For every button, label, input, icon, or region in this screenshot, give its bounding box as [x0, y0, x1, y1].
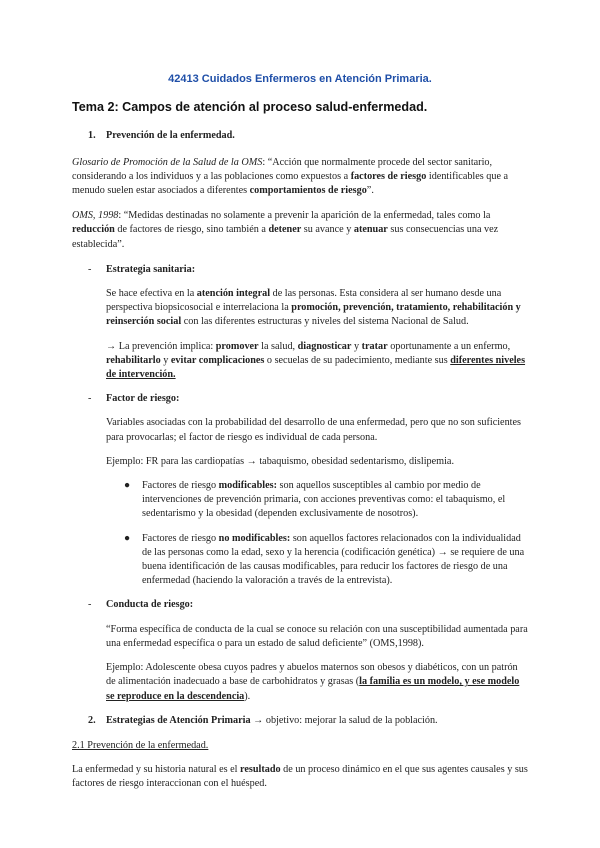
conducta-heading	[88, 598, 528, 612]
bold-underlined-run: diferentes niveles de intervención.	[106, 354, 526, 381]
text-run: → La prevención implica:	[106, 340, 216, 352]
estrategia-title: Estrategia sanitaria:	[106, 263, 196, 275]
text-run: Ejemplo: Adolescente obesa cuyos padres y abuelos maternos son obesos y diabéticos, con un patrón de alimentación inadecuado a base de carbohidratos y grasas (	[106, 662, 518, 688]
text-run: : “Medidas destinadas no solamente a prevenir la aparición de la enfermedad, tales como la	[118, 210, 491, 222]
text-run: de las personas. Esta considera al ser humano desde una perspectiva biopsicosocial e interrelaciona la	[106, 288, 502, 314]
text-run: de factores de riesgo, sino también a	[114, 224, 269, 236]
text-run: son aquellos factores relacionados con la individualidad de las personas como la edad, sexo y la herencia (codificación genética) → se requiere de una buena identificación de las causas modificables, para reducir los factores de riesgo de una enfermedad (haciendo la valoración a través de la entrevista).	[142, 532, 525, 587]
bold-run: factores de riesgo	[350, 170, 427, 182]
conducta-item	[88, 598, 528, 612]
subsection-2-1-title: 2.1 Prevención de la enfermedad.	[72, 739, 209, 751]
bold-run: reducción	[72, 224, 115, 236]
dash-marker: -	[88, 263, 92, 275]
conducta-paragraph-2	[106, 661, 528, 704]
section-1-number: 1.	[88, 130, 96, 142]
bold-run: diagnosticar	[297, 340, 352, 352]
text-run: ”.	[366, 185, 374, 197]
factor-paragraph-2: Ejemplo: FR para las cardiopatías → tabaquismo, obesidad sedentarismo, dislipemia.	[106, 455, 454, 467]
bullet-icon: ●	[124, 480, 131, 492]
oms-definition	[72, 209, 528, 252]
bold-run: no modificables:	[218, 532, 291, 544]
conducta-title: Conducta de riesgo:	[106, 599, 194, 611]
course-title: 42413 Cuidados Enfermeros en Atención Primaria.	[168, 73, 432, 85]
text-run: son aquellos susceptibles al cambio por medio de intervenciones de prevención primaria, con acciones preventivas como: el tabaquismo, el sedentarismo y la obesidad (dependen exclusivamente de nosotros).	[142, 480, 506, 520]
text-run: La enfermedad y su historia natural es el	[72, 764, 241, 776]
bullet-icon: ●	[124, 532, 131, 544]
dash-marker: -	[88, 393, 92, 405]
bold-run: tratar	[361, 340, 388, 352]
oms-source: OMS, 1998	[72, 210, 119, 222]
bullet-no-modificables	[124, 532, 528, 589]
final-paragraph	[72, 763, 528, 791]
text-run: ).	[244, 690, 251, 702]
bold-underlined-run: la familia es un modelo, y ese modelo se reproduce en la descendencia	[106, 676, 520, 702]
text-run: Se hace efectiva en la	[106, 288, 197, 300]
bold-run: modificables:	[218, 480, 277, 492]
topic-title: Tema 2: Campos de atención al proceso salud-enfermedad.	[72, 100, 428, 115]
text-run: con las diferentes estructuras y niveles del sistema Nacional de Salud.	[181, 316, 469, 328]
estrategia-paragraph-2	[106, 340, 528, 383]
section-2-rest: → objetivo: mejorar la salud de la población.	[250, 714, 438, 726]
section-1-title: Prevención de la enfermedad.	[106, 130, 235, 142]
text-run: identificables que a menudo suelen estar asociados a diferentes	[72, 170, 509, 197]
factor-paragraph-1: Variables asociadas con la probabilidad del desarrollo de una enfermedad, pero que no son suficientes para provocarlas; el factor de riesgo es individual de cada persona.	[106, 417, 521, 443]
factor-title: Factor de riesgo:	[106, 393, 180, 405]
section-2-heading	[88, 714, 528, 728]
factor-item	[88, 392, 528, 406]
section-1-heading	[88, 129, 528, 143]
text-run: y	[160, 354, 171, 366]
bold-run: rehabilitarlo	[106, 354, 161, 366]
bullet-modificables	[124, 479, 528, 522]
bold-run: comportamientos de riesgo	[249, 185, 367, 197]
bold-run: promover	[215, 340, 259, 352]
estrategia-heading	[88, 263, 528, 277]
glosario-definition	[72, 156, 528, 199]
dash-marker: -	[88, 599, 92, 611]
text-run: o secuelas de su padecimiento, mediante sus	[264, 354, 451, 366]
text-run: la salud,	[258, 340, 298, 352]
bullet-text	[142, 479, 528, 522]
estrategia-item	[88, 263, 528, 277]
factor-bullet-list	[124, 479, 528, 588]
estrategia-paragraph-1	[106, 287, 528, 330]
bold-run: evitar complicaciones	[170, 354, 265, 366]
glosario-source: Glosario de Promoción de la Salud de la OMS	[72, 156, 263, 168]
section-2-title: Estrategias de Atención Primaria	[106, 714, 251, 726]
bold-run: atención integral	[196, 288, 271, 300]
bold-run: resultado	[240, 764, 281, 776]
text-run: y	[351, 340, 362, 352]
bold-run: detener	[268, 224, 302, 236]
factor-heading	[88, 392, 528, 406]
conducta-paragraph-1: “Forma específica de conducta de la cual se conoce su relación con una susceptibilidad aumentada para una enfermedad específica o para un estado de salud deficiente” (OMS,1998).	[106, 623, 528, 649]
bold-run: atenuar	[353, 224, 388, 236]
section-2-number: 2.	[88, 714, 96, 726]
text-run: oportunamente a un enfermo,	[387, 340, 511, 352]
text-run: de un proceso dinámico en el que sus agentes causales y sus factores de riesgo interaccionan con el huésped.	[72, 764, 528, 790]
text-run: : “Acción que normalmente procede del sector sanitario, considerando a los individuos y a las poblaciones como expuestos a	[72, 156, 493, 182]
text-run: sus consecuencias una vez establecida”.	[72, 224, 499, 250]
text-run: Factores de riesgo	[142, 532, 219, 544]
text-run: su avance y	[301, 224, 354, 236]
bullet-text	[142, 532, 528, 589]
bold-run: promoción, prevención, tratamiento, rehabilitación y reinserción social	[106, 302, 521, 328]
text-run: Factores de riesgo	[142, 480, 219, 492]
